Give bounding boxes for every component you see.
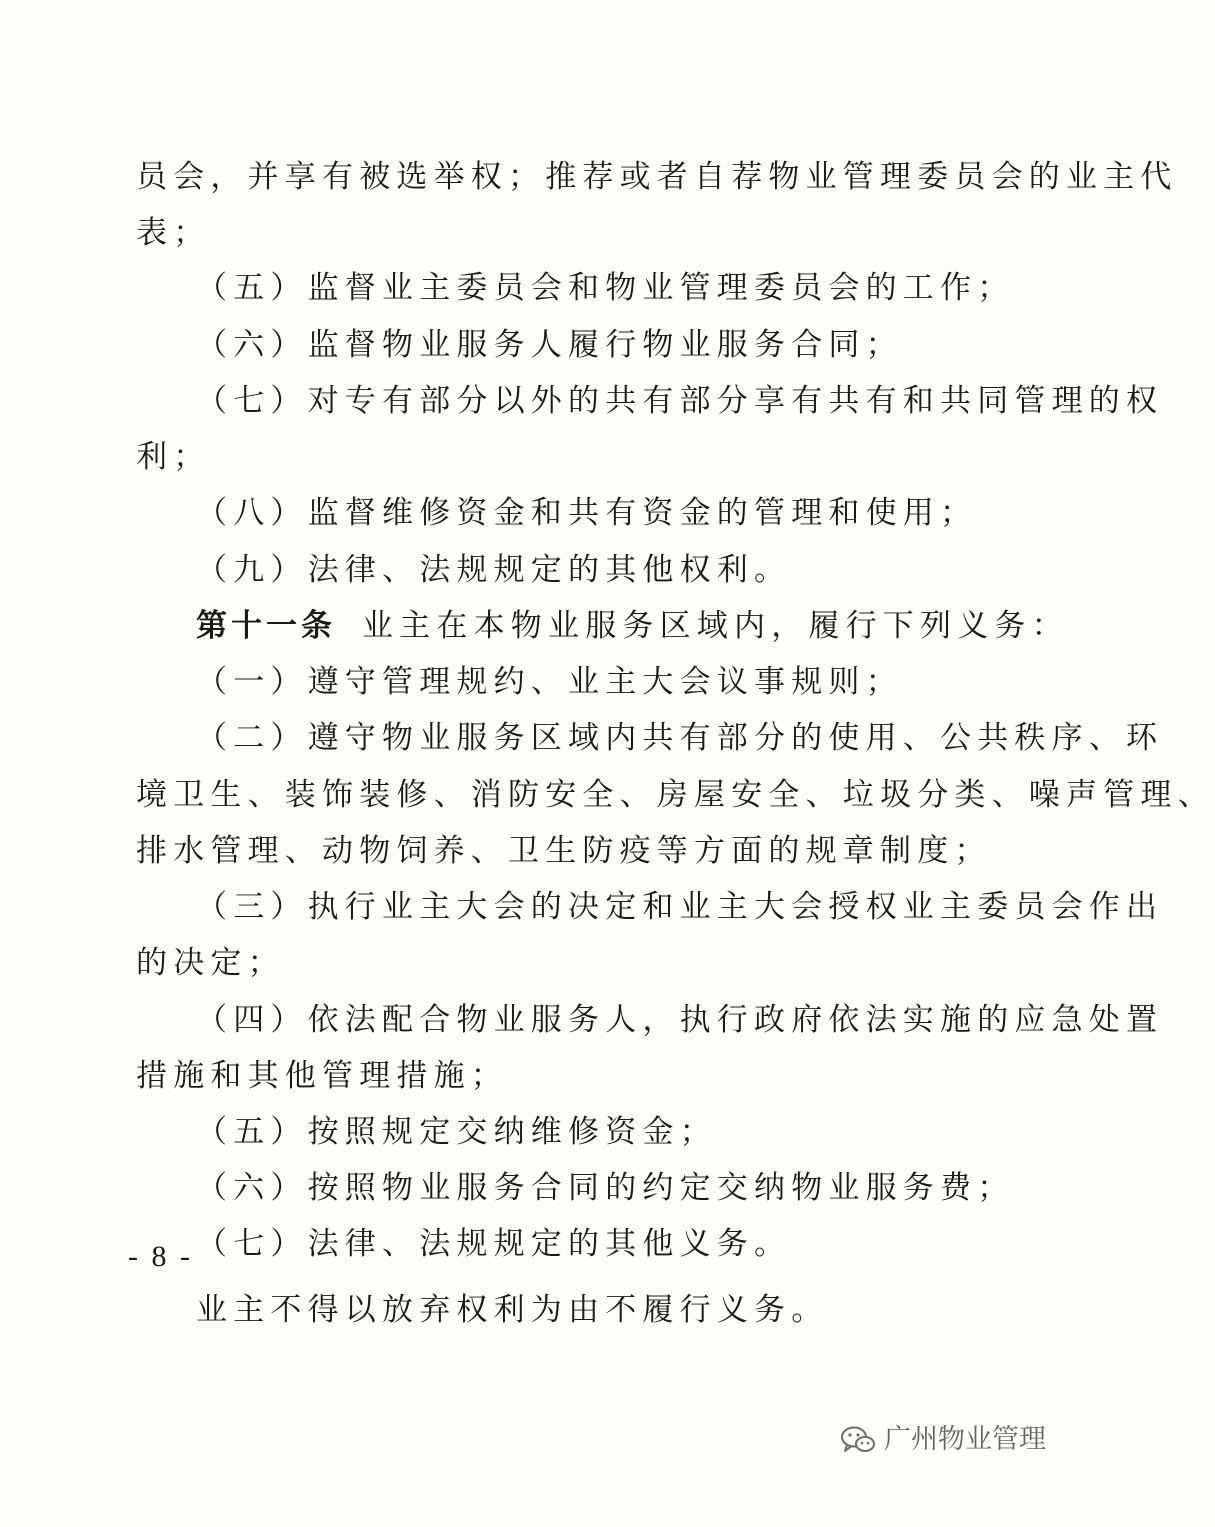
list-item: （八）监督维修资金和共有资金的管理和使用；	[196, 495, 978, 531]
list-item: （七）对专有部分以外的共有部分享有共有和共同管理的权	[196, 383, 1164, 419]
text-line: 表；	[136, 215, 211, 251]
list-item: （五）按照规定交纳维修资金；	[196, 1114, 717, 1150]
list-item: （四）依法配合物业服务人，执行政府依法实施的应急处置	[196, 1002, 1164, 1038]
article-body: 业主在本物业服务区域内，履行下列义务：	[362, 608, 1069, 644]
text-line: 员会，并享有被选举权；推荐或者自荐物业管理委员会的业主代	[136, 159, 1178, 195]
article-title: 第十一条	[196, 608, 336, 644]
list-item: （六）按照物业服务合同的约定交纳物业服务费；	[196, 1170, 1015, 1206]
page-number: - 8 -	[128, 1240, 193, 1273]
watermark-text: 广州物业管理	[884, 1424, 1046, 1455]
list-item: （二）遵守物业服务区域内共有部分的使用、公共秩序、环	[196, 720, 1164, 756]
list-item: （七）法律、法规规定的其他义务。	[196, 1226, 792, 1262]
text-line: 的决定；	[136, 945, 285, 981]
text-line: 措施和其他管理措施；	[136, 1058, 508, 1094]
list-item: （九）法律、法规规定的其他权利。	[196, 552, 792, 588]
text-line: 境卫生、装饰装修、消防安全、房屋安全、垃圾分类、噪声管理、	[136, 777, 1215, 813]
account-watermark	[840, 1423, 1046, 1457]
text-line: 利；	[136, 439, 211, 475]
list-item: （一）遵守管理规约、业主大会议事规则；	[196, 664, 903, 700]
article-heading	[196, 606, 1069, 646]
text-line: 业主不得以放弃权利为由不履行义务。	[196, 1292, 829, 1328]
text-line: 排水管理、动物饲养、卫生防疫等方面的规章制度；	[136, 833, 992, 869]
list-item: （五）监督业主委员会和物业管理委员会的工作；	[196, 270, 1015, 306]
list-item: （三）执行业主大会的决定和业主大会授权业主委员会作出	[196, 889, 1164, 925]
list-item: （六）监督物业服务人履行物业服务合同；	[196, 327, 903, 363]
wechat-icon	[840, 1425, 876, 1455]
